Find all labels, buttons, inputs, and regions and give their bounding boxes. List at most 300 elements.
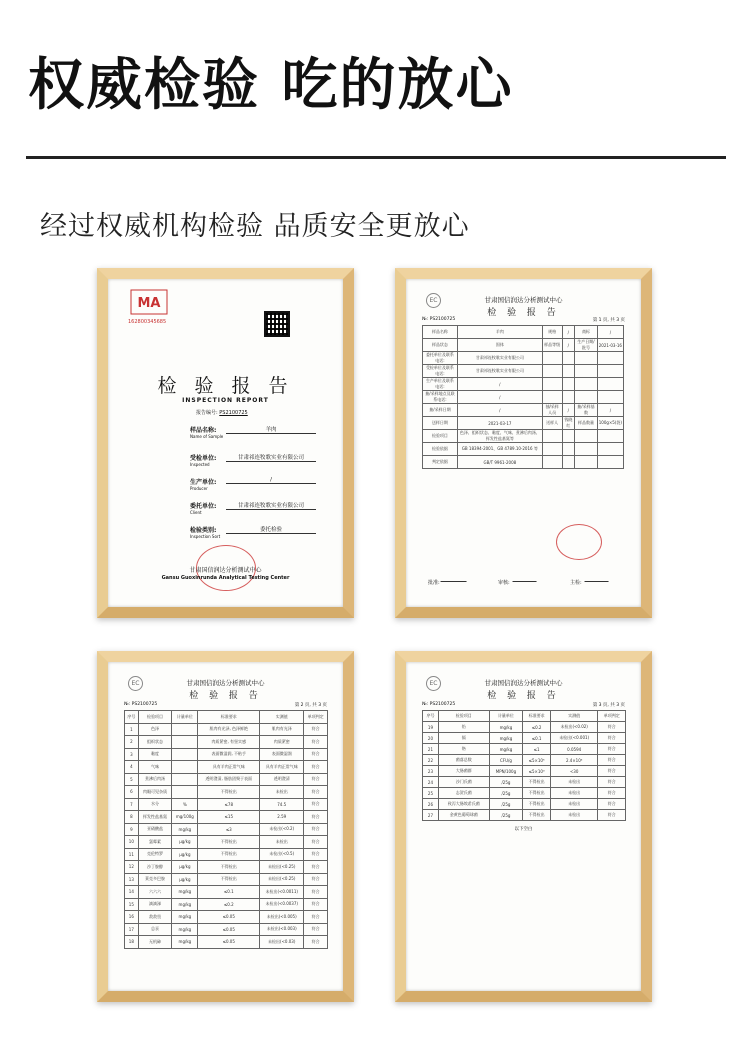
table-cell: 六六六 xyxy=(138,886,172,899)
table-cell: 13 xyxy=(125,873,139,886)
table-header-row xyxy=(423,711,626,722)
table-cell xyxy=(597,443,623,456)
table-row xyxy=(423,799,626,810)
cma-stamp-code: 162800345685 xyxy=(128,319,167,325)
table-header-cell: 实测值 xyxy=(550,711,598,722)
ec-logo-icon: EC xyxy=(426,676,441,691)
table-cell xyxy=(575,365,598,378)
table-cell: 抽/采样日期 xyxy=(423,404,458,417)
table-cell: 抽/采样人员 xyxy=(542,404,562,417)
table-cell: mg/kg xyxy=(172,911,198,924)
table-cell: /25g xyxy=(489,799,523,810)
table-row xyxy=(125,911,328,924)
signature-icon xyxy=(584,573,611,582)
table-cell: 未检出(<0.25) xyxy=(260,873,304,886)
table-cell: 7 xyxy=(125,798,139,811)
table-cell: 色泽 xyxy=(138,723,172,736)
table-cell xyxy=(575,352,598,365)
table-cell: 菌落总数 xyxy=(438,755,489,766)
field-client: 委托单位: Client xyxy=(190,503,217,515)
table-cell: ≤0.2 xyxy=(523,722,550,733)
report-org: 甘肃国信润达分析测试中心 xyxy=(484,679,563,687)
table-cell: 18 xyxy=(125,936,139,949)
table-cell: 委托单位及联系电话: xyxy=(423,352,458,365)
table-row xyxy=(423,417,624,430)
table-row xyxy=(125,736,328,749)
table-cell: 符合 xyxy=(304,886,328,899)
table-cell: 14 xyxy=(125,886,139,899)
table-cell: GB 18394-2001、GB 4789.10-2016 等 xyxy=(457,443,542,456)
table-cell: mg/kg xyxy=(489,722,523,733)
table-cell xyxy=(172,748,198,761)
table-cell: μg/kg xyxy=(172,873,198,886)
table-cell: / xyxy=(562,326,575,339)
field-producer-value: / xyxy=(226,477,316,484)
framed-report-cover xyxy=(97,268,354,618)
table-header-cell: 标准要求 xyxy=(523,711,550,722)
table-cell xyxy=(597,365,623,378)
table-cell: 不得检出 xyxy=(198,873,260,886)
table-cell: 判定依据 xyxy=(423,456,458,469)
field-sample-name: 样品名称: Name of Sample xyxy=(190,427,224,439)
report-page-number: 第 1 页, 共 3 页 xyxy=(592,318,625,323)
results-table-page-2 xyxy=(124,710,328,949)
table-row xyxy=(423,326,624,339)
table-cell: 未检出 xyxy=(550,810,598,821)
table-row xyxy=(125,786,328,799)
table-cell: 不得检出 xyxy=(198,861,260,874)
table-row xyxy=(125,748,328,761)
table-cell: 符合 xyxy=(598,799,626,810)
table-cell: 5 xyxy=(125,773,139,786)
table-cell: 羊肉 xyxy=(457,326,542,339)
table-cell: 未检出(<0.0037) xyxy=(260,898,304,911)
table-cell: 符合 xyxy=(304,748,328,761)
table-cell: 符合 xyxy=(304,898,328,911)
table-cell: 未检出(<0.02) xyxy=(550,722,598,733)
cover-center-name-en: Gansu Guoxinrunda Analytical Testing Center xyxy=(161,575,290,581)
table-cell: 大肠菌群 xyxy=(438,766,489,777)
table-cell: 镉 xyxy=(438,733,489,744)
table-cell: ≤5×10³ xyxy=(523,766,550,777)
table-cell: 色泽、组织状态、黏度、气味、煮沸后肉汤、挥发性盐基氮等 xyxy=(457,430,542,443)
table-cell: 未检出(<0.003) xyxy=(260,923,304,936)
table-cell: 肉质紧密, 有坚实感 xyxy=(198,736,260,749)
table-row xyxy=(423,744,626,755)
table-cell: 未检出 xyxy=(550,788,598,799)
table-cell: /25g xyxy=(489,777,523,788)
table-cell: 21 xyxy=(423,744,439,755)
table-row xyxy=(423,352,624,365)
table-cell: ≤0.1 xyxy=(523,733,550,744)
qr-code-icon xyxy=(264,311,290,337)
table-cell: 未检出(<0.2) xyxy=(260,823,304,836)
table-header-cell: 计量单位 xyxy=(489,711,523,722)
table-cell: ≤3 xyxy=(198,823,260,836)
field-sample-name-value: 羊肉 xyxy=(226,425,316,434)
table-header-cell: 序号 xyxy=(423,711,439,722)
table-cell: 亚硝酸盐 xyxy=(138,823,172,836)
report-page-number: 第 3 页, 共 3 页 xyxy=(592,703,625,708)
table-cell: 17 xyxy=(125,923,139,936)
table-cell: 表面微湿润 xyxy=(260,748,304,761)
table-cell: 未检出(<0.0011) xyxy=(260,886,304,899)
table-cell: 生产单位及联系电话: xyxy=(423,378,458,391)
table-cell: 生产日期/批号 xyxy=(575,339,598,352)
table-cell: 1 xyxy=(125,723,139,736)
table-row xyxy=(423,777,626,788)
table-cell xyxy=(542,456,562,469)
report-org: 甘肃国信润达分析测试中心 xyxy=(186,679,265,687)
table-cell: 滴滴涕 xyxy=(138,898,172,911)
table-row xyxy=(423,443,624,456)
table-cell: ≤0.05 xyxy=(198,936,260,949)
signer-main: 主检: xyxy=(570,580,582,586)
cover-title: 检 验 报 告 xyxy=(157,375,294,397)
table-row xyxy=(423,430,624,443)
table-cell: MPN/100g xyxy=(489,766,523,777)
table-row xyxy=(423,755,626,766)
report-title: 检 验 报 告 xyxy=(189,691,262,701)
table-row xyxy=(423,788,626,799)
table-cell: 透明澄清 xyxy=(260,773,304,786)
table-cell: 4 xyxy=(125,761,139,774)
table-cell: ≤1 xyxy=(523,744,550,755)
table-cell: 未检出(<0.005) xyxy=(260,911,304,924)
report-page-1 xyxy=(406,279,641,607)
table-cell: 74.5 xyxy=(260,798,304,811)
table-cell xyxy=(575,443,598,456)
cma-stamp-icon xyxy=(130,289,168,319)
table-cell xyxy=(562,352,575,365)
table-cell: 金黄色葡萄球菌 xyxy=(438,810,489,821)
table-row xyxy=(125,836,328,849)
table-cell: 符合 xyxy=(304,848,328,861)
table-cell: mg/kg xyxy=(172,923,198,936)
table-header-cell: 计量单位 xyxy=(172,711,198,724)
table-cell: 3 xyxy=(125,748,139,761)
table-cell: /25g xyxy=(489,788,523,799)
table-header-cell: 序号 xyxy=(125,711,139,724)
table-cell: 符合 xyxy=(598,777,626,788)
table-cell: mg/kg xyxy=(489,733,523,744)
table-cell: 23 xyxy=(423,766,439,777)
table-cell: 符合 xyxy=(304,786,328,799)
table-cell: 铅 xyxy=(438,722,489,733)
table-cell: 组织状态 xyxy=(138,736,172,749)
table-cell: 规格 xyxy=(542,326,562,339)
table-cell: 黏度 xyxy=(138,748,172,761)
table-cell: 钱晓红 xyxy=(562,417,575,430)
table-row xyxy=(423,810,626,821)
table-cell xyxy=(172,723,198,736)
table-cell: 透明澄清, 脂肪团聚于表面 xyxy=(198,773,260,786)
table-cell xyxy=(575,430,598,443)
table-row xyxy=(125,886,328,899)
table-cell: / xyxy=(457,378,542,391)
table-cell: 检验项目 xyxy=(423,430,458,443)
table-cell: 敌敌畏 xyxy=(138,911,172,924)
table-cell: μg/kg xyxy=(172,861,198,874)
table-cell: 2 xyxy=(125,736,139,749)
table-cell xyxy=(562,430,575,443)
table-cell: 2021-03-17 xyxy=(457,417,542,430)
table-header-row xyxy=(125,711,328,724)
table-cell: 水分 xyxy=(138,798,172,811)
table-cell: 未检出(<0.03) xyxy=(260,936,304,949)
table-cell: 送样日期 xyxy=(423,417,458,430)
table-cell: 样品名称 xyxy=(423,326,458,339)
table-row xyxy=(423,339,624,352)
table-cell: 铬 xyxy=(438,744,489,755)
table-cell: 未检出(<0.5) xyxy=(260,848,304,861)
table-cell: 未检出 xyxy=(260,786,304,799)
table-cell: 25 xyxy=(423,788,439,799)
table-header-cell: 标准要求 xyxy=(198,711,260,724)
table-cell: % xyxy=(172,798,198,811)
table-cell: 20 xyxy=(423,733,439,744)
table-cell: <30 xyxy=(550,766,598,777)
table-cell: GB/T 9961-2008 xyxy=(457,456,542,469)
table-cell: 志贺氏菌 xyxy=(438,788,489,799)
framed-report-page-2 xyxy=(97,651,354,1002)
table-cell: 符合 xyxy=(304,861,328,874)
table-cell: 不得检出 xyxy=(523,777,550,788)
table-row xyxy=(423,391,624,404)
table-cell: 符合 xyxy=(598,810,626,821)
table-cell: mg/kg xyxy=(172,936,198,949)
table-header-cell: 检验项目 xyxy=(138,711,172,724)
table-header-cell: 检验项目 xyxy=(438,711,489,722)
table-cell: / xyxy=(597,326,623,339)
table-cell: 0.0594 xyxy=(550,744,598,755)
table-cell: 8 xyxy=(125,811,139,824)
table-cell: mg/kg xyxy=(489,744,523,755)
table-cell: 6 xyxy=(125,786,139,799)
table-cell xyxy=(172,761,198,774)
table-row xyxy=(423,365,624,378)
field-inspection-sort-value: 委托检验 xyxy=(226,525,316,534)
table-cell: mg/kg xyxy=(172,823,198,836)
signer-approve: 批准: xyxy=(428,580,440,586)
table-cell: 样品数量 xyxy=(575,417,598,430)
table-row xyxy=(423,404,624,417)
table-cell xyxy=(172,736,198,749)
table-header-cell: 实测值 xyxy=(260,711,304,724)
table-cell: 未检出(<0.25) xyxy=(260,861,304,874)
table-cell: 27 xyxy=(423,810,439,821)
framed-report-page-1 xyxy=(395,268,652,618)
table-cell: 符合 xyxy=(304,761,328,774)
table-cell xyxy=(562,365,575,378)
table-cell: 抽/采样地点及联系电话: xyxy=(423,391,458,404)
table-cell xyxy=(575,378,598,391)
table-cell: ≤5×10⁵ xyxy=(523,755,550,766)
table-cell: 甘肃祁连牧歌实业有限公司 xyxy=(457,352,542,365)
table-cell: 符合 xyxy=(598,755,626,766)
table-cell: 具有羊肉正常气味 xyxy=(198,761,260,774)
table-cell: 符合 xyxy=(304,836,328,849)
signature-icon xyxy=(440,573,469,582)
table-row xyxy=(423,733,626,744)
table-cell: / xyxy=(597,404,623,417)
table-cell: 10 xyxy=(125,836,139,849)
table-cell: 符合 xyxy=(304,723,328,736)
table-row xyxy=(423,766,626,777)
table-cell: 肌肉有光泽, 色泽鲜艳 xyxy=(198,723,260,736)
cover-center-name: 甘肃国信润达分析测试中心 xyxy=(189,567,262,574)
table-cell: 氯霉素 xyxy=(138,836,172,849)
table-cell: μg/kg xyxy=(172,836,198,849)
table-cell: 符合 xyxy=(598,722,626,733)
table-cell: 抽/采样基数 xyxy=(575,404,598,417)
report-no-value: PS2100725 xyxy=(219,410,248,416)
table-cell: 肉眼可见杂质 xyxy=(138,786,172,799)
table-cell: ≤0.1 xyxy=(198,886,260,899)
table-cell: 24 xyxy=(423,777,439,788)
table-cell: 符合 xyxy=(304,873,328,886)
table-cell: / xyxy=(562,339,575,352)
table-cell xyxy=(597,456,623,469)
table-cell: 2.4×10³ xyxy=(550,755,598,766)
table-row xyxy=(423,456,624,469)
table-cell: 15 xyxy=(125,898,139,911)
table-cell: 商标 xyxy=(575,326,598,339)
table-cell: 符合 xyxy=(598,766,626,777)
table-cell: 总汞 xyxy=(138,923,172,936)
table-row xyxy=(423,722,626,733)
table-cell: 11 xyxy=(125,848,139,861)
page-subheadline: 经过权威机构检验 品质安全更放心 xyxy=(40,211,470,242)
table-cell: 送样人 xyxy=(542,417,562,430)
report-page-2 xyxy=(108,662,343,991)
table-cell: 未检出(<0.001) xyxy=(550,733,598,744)
table-cell: 2021-03-16 xyxy=(597,339,623,352)
table-cell: 不得检出 xyxy=(523,810,550,821)
field-inspected: 受检单位: Inspected xyxy=(190,455,217,467)
table-cell: mg/kg xyxy=(172,886,198,899)
table-cell: 未检出 xyxy=(260,836,304,849)
table-cell xyxy=(542,378,562,391)
table-cell xyxy=(542,365,562,378)
table-cell: 克伦特罗 xyxy=(138,848,172,861)
official-seal-icon xyxy=(556,524,602,560)
table-cell: 符合 xyxy=(304,923,328,936)
table-cell xyxy=(575,391,598,404)
table-row xyxy=(125,761,328,774)
table-cell: mg/kg xyxy=(172,898,198,911)
table-cell: /25g xyxy=(489,810,523,821)
table-header-cell: 单项判定 xyxy=(598,711,626,722)
table-cell: 符合 xyxy=(304,936,328,949)
signature-icon xyxy=(512,573,539,582)
table-cell: 不得检出 xyxy=(198,786,260,799)
cma-stamp-text: MA xyxy=(137,296,161,311)
table-cell: 不得检出 xyxy=(198,848,260,861)
table-cell: 样品等级 xyxy=(542,339,562,352)
table-row xyxy=(125,936,328,949)
page-headline: 权威检验 吃的放心 xyxy=(28,53,514,118)
table-cell: 22 xyxy=(423,755,439,766)
table-cell: ≤15 xyxy=(198,811,260,824)
table-cell: 符合 xyxy=(304,773,328,786)
table-cell: 甘肃祁连牧歌实业有限公司 xyxy=(457,365,542,378)
table-row xyxy=(423,378,624,391)
table-cell: 符合 xyxy=(304,823,328,836)
divider xyxy=(26,156,726,159)
report-no-label: 报告编号: xyxy=(196,410,218,416)
table-cell xyxy=(597,430,623,443)
field-inspection-sort: 检验类别: Inspection Sort xyxy=(190,527,221,539)
table-cell: μg/kg xyxy=(172,848,198,861)
table-cell xyxy=(542,443,562,456)
table-cell: 煮沸后肉汤 xyxy=(138,773,172,786)
table-cell: 具有羊肉正常气味 xyxy=(260,761,304,774)
report-title: 检 验 报 告 xyxy=(487,691,560,701)
framed-report-page-3 xyxy=(395,651,652,1002)
table-cell: ≤0.2 xyxy=(198,898,260,911)
table-cell xyxy=(542,430,562,443)
table-cell: 未检出 xyxy=(550,799,598,810)
table-cell: / xyxy=(457,404,542,417)
ec-logo-icon: EC xyxy=(128,676,143,691)
table-cell xyxy=(597,391,623,404)
table-cell xyxy=(542,352,562,365)
report-org: 甘肃国信润达分析测试中心 xyxy=(484,296,563,304)
table-cell xyxy=(562,456,575,469)
table-cell: 无机砷 xyxy=(138,936,172,949)
table-row xyxy=(125,798,328,811)
table-cell: 不得检出 xyxy=(198,836,260,849)
table-cell: 12 xyxy=(125,861,139,874)
table-cell: ≤0.05 xyxy=(198,923,260,936)
table-row xyxy=(125,923,328,936)
table-cell xyxy=(172,773,198,786)
table-cell: 致泻大肠埃希氏菌 xyxy=(438,799,489,810)
table-cell: 检验依据 xyxy=(423,443,458,456)
table-cell: 固体 xyxy=(457,339,542,352)
table-cell: 不得检出 xyxy=(523,799,550,810)
table-cell: 100g×5(袋) xyxy=(597,417,623,430)
report-page-3 xyxy=(406,662,641,991)
table-cell: 16 xyxy=(125,911,139,924)
table-cell: 符合 xyxy=(598,788,626,799)
field-inspected-value: 甘肃祁连牧歌实业有限公司 xyxy=(226,453,316,462)
table-header-cell: 单项判定 xyxy=(304,711,328,724)
table-cell xyxy=(562,378,575,391)
field-client-value: 甘肃祁连牧歌实业有限公司 xyxy=(226,501,316,510)
report-no: №: PS2100725 xyxy=(422,702,456,707)
ec-logo-icon: EC xyxy=(426,293,441,308)
summary-table xyxy=(422,325,624,469)
table-cell xyxy=(597,352,623,365)
report-no: №: PS2100725 xyxy=(124,702,158,707)
table-cell: / xyxy=(457,391,542,404)
table-cell: 莱克多巴胺 xyxy=(138,873,172,886)
table-cell xyxy=(542,391,562,404)
table-row xyxy=(125,898,328,911)
table-cell: 2.59 xyxy=(260,811,304,824)
table-row xyxy=(125,861,328,874)
table-cell: 不得检出 xyxy=(523,788,550,799)
table-cell: 符合 xyxy=(304,736,328,749)
table-cell xyxy=(562,391,575,404)
table-row xyxy=(125,773,328,786)
table-cell xyxy=(597,378,623,391)
table-cell: 沙门氏菌 xyxy=(438,777,489,788)
report-title: 检 验 报 告 xyxy=(487,308,560,318)
table-cell: 符合 xyxy=(304,911,328,924)
